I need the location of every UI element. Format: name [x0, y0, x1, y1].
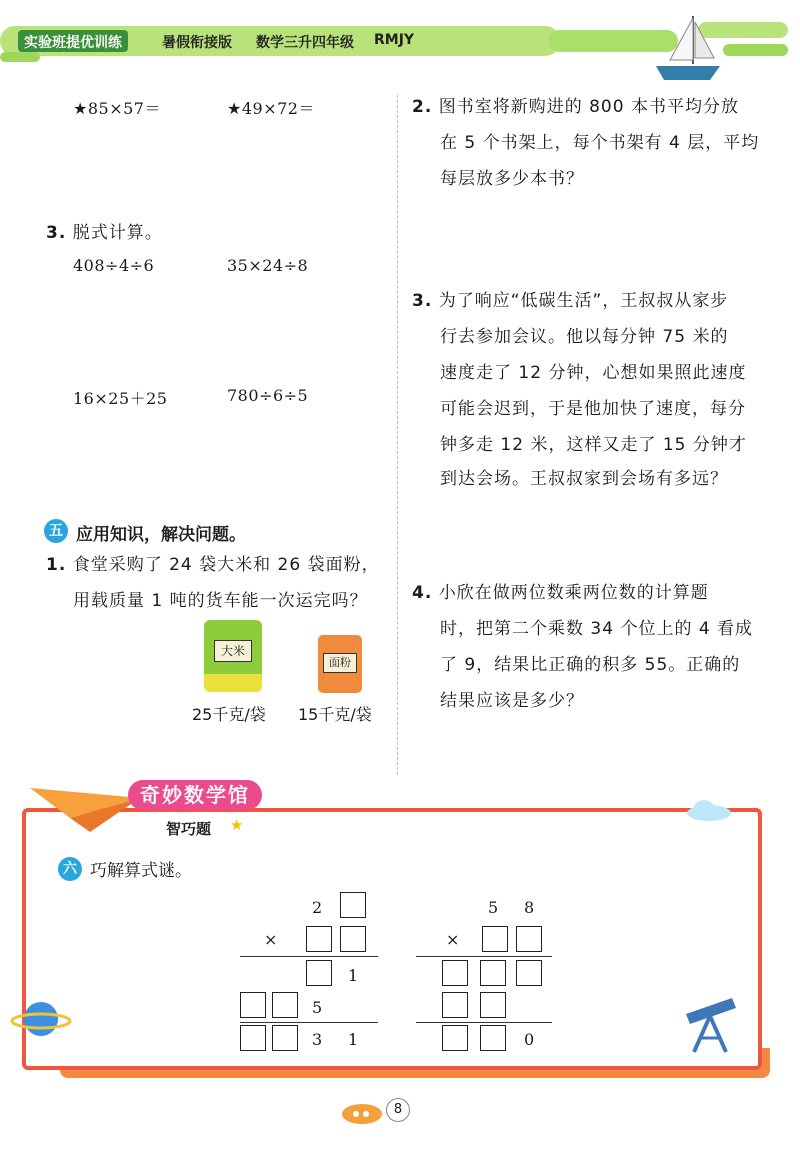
sailboat-illustration: [548, 8, 788, 88]
puzzle-digit: 1: [348, 1030, 359, 1049]
blank-box[interactable]: [482, 926, 508, 952]
question-line: 时，把第二个乘数 34 个位上的 4 看成: [440, 619, 754, 639]
bag-caption: 25千克/袋: [192, 705, 266, 724]
blank-box[interactable]: [340, 926, 366, 952]
question-number: 3.: [412, 291, 433, 311]
bag-label: 面粉: [323, 653, 357, 673]
times-sign: ×: [446, 930, 460, 949]
question-number: 3.: [46, 223, 67, 243]
star-expression-2: ★49×72＝: [227, 99, 315, 118]
rice-bag: [204, 620, 262, 692]
blank-box[interactable]: [442, 992, 468, 1018]
question-line: 了 9，结果比正确的积多 55。正确的: [440, 655, 741, 675]
section-badge: 六: [58, 857, 82, 881]
rule-line: [240, 1022, 378, 1023]
rule-line: [416, 956, 552, 957]
question-line: 到达会场。王叔叔家到会场有多远？: [440, 469, 728, 489]
blank-box[interactable]: [516, 926, 542, 952]
question-line: 结果应该是多少？: [440, 691, 584, 711]
blank-box[interactable]: [240, 992, 266, 1018]
question-line: 为了响应“低碳生活”，王叔叔从家步: [438, 291, 729, 311]
question-line: 行去参加会议。他以每分钟 75 米的: [440, 327, 729, 347]
blank-box[interactable]: [306, 960, 332, 986]
puzzle-digit: 8: [524, 898, 535, 917]
subject-label: 数学三升四年级: [256, 35, 354, 51]
star-icon: ★: [230, 816, 244, 834]
calc-expression: 408÷4÷6: [73, 256, 155, 275]
question-line: 在 5 个书架上，每个书架有 4 层，平均: [440, 133, 760, 153]
puzzle-digit: 3: [312, 1030, 323, 1049]
rule-line: [240, 956, 378, 957]
multiplication-puzzle-2: [412, 892, 562, 1054]
question-title: 脱式计算。: [72, 223, 163, 243]
column-divider: [397, 95, 398, 775]
puzzle-digit: 1: [348, 966, 359, 985]
blank-box[interactable]: [480, 1025, 506, 1051]
puzzle-digit: 5: [312, 998, 323, 1017]
puzzle-digit: 0: [524, 1030, 535, 1049]
star-expression-1: ★85×57＝: [73, 99, 161, 118]
times-sign: ×: [264, 930, 278, 949]
question-line: 速度走了 12 分钟，心想如果照此速度: [440, 363, 747, 383]
calc-expression: 780÷6÷5: [227, 386, 309, 405]
blank-box[interactable]: [442, 1025, 468, 1051]
puzzle-digit: 2: [312, 898, 323, 917]
puzzle-digit: 5: [488, 898, 499, 917]
question-line: 钟多走 12 米，这样又走了 15 分钟才: [440, 435, 747, 455]
blank-box[interactable]: [306, 926, 332, 952]
fun-math-board: [22, 808, 762, 1070]
question-line: 用载质量 1 吨的货车能一次运完吗？: [73, 591, 368, 611]
question-number: 1.: [46, 555, 67, 575]
section-title: 巧解算式谜。: [90, 861, 192, 881]
blank-box[interactable]: [272, 1025, 298, 1051]
rule-line: [416, 1022, 552, 1023]
version-label: RMJY: [374, 32, 415, 48]
section-title: 应用知识，解决问题。: [76, 525, 246, 545]
question-line: 食堂采购了 24 袋大米和 26 袋面粉，: [72, 555, 380, 575]
fun-title: 奇妙数学馆: [128, 780, 262, 810]
multiplication-puzzle-1: [234, 892, 384, 1054]
submarine-icon: [340, 1096, 384, 1126]
blank-box[interactable]: [240, 1025, 266, 1051]
question-number: 4.: [412, 583, 433, 603]
question-number: 2.: [412, 97, 433, 117]
blank-box[interactable]: [480, 960, 506, 986]
fun-subtitle: 智巧题: [166, 820, 212, 838]
edition-label: 暑假衔接版: [162, 35, 232, 51]
calc-expression: 16×25＋25: [73, 389, 168, 408]
blank-box[interactable]: [516, 960, 542, 986]
planet-icon: [10, 994, 72, 1044]
blank-box[interactable]: [340, 892, 366, 918]
section-badge: 五: [44, 519, 68, 543]
question-line: 图书室将新购进的 800 本书平均分放: [438, 97, 739, 117]
bag-caption: 15千克/袋: [298, 705, 372, 724]
calc-expression: 35×24÷8: [227, 256, 309, 275]
question-line: 小欣在做两位数乘两位数的计算题: [438, 583, 709, 603]
cloud-icon: [684, 798, 734, 822]
paper-plane-icon: [30, 778, 140, 834]
blank-box[interactable]: [272, 992, 298, 1018]
blank-box[interactable]: [442, 960, 468, 986]
brand-label: 实验班提优训练: [18, 30, 128, 52]
flour-bag: [318, 635, 362, 693]
page-number: 8: [386, 1098, 410, 1122]
telescope-icon: [676, 994, 742, 1054]
blank-box[interactable]: [480, 992, 506, 1018]
question-line: 每层放多少本书？: [440, 169, 584, 189]
bag-label: 大米: [214, 640, 252, 662]
question-line: 可能会迟到，于是他加快了速度，每分: [440, 399, 746, 419]
